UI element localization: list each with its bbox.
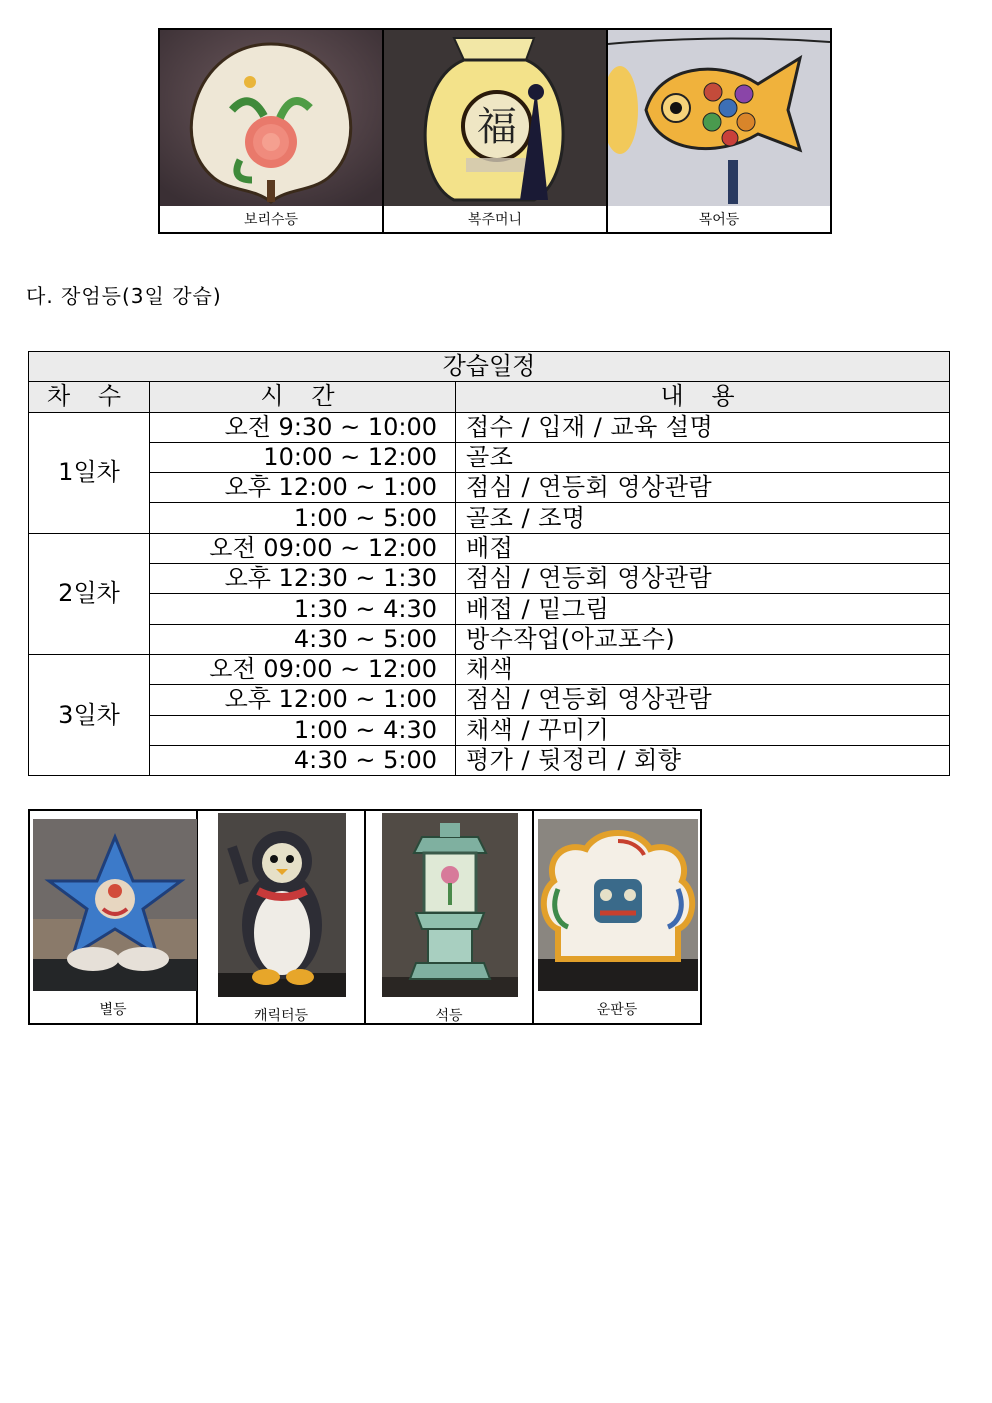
- time-cell: 오후 12:00 ~ 1:00: [150, 473, 456, 503]
- table-row: [29, 533, 950, 563]
- content-cell: 점심 / 연등회 영상관람: [456, 473, 950, 503]
- schedule-title: 강습일정: [29, 352, 950, 382]
- table-row: [29, 412, 950, 442]
- wooden-fish-lantern-icon: [608, 30, 830, 206]
- day-label: 2일차: [29, 533, 150, 654]
- content-cell: 골조: [456, 442, 950, 472]
- header-content: 내 용: [456, 382, 950, 412]
- schedule-table: [28, 351, 950, 776]
- gallery-caption: 캐릭터등: [253, 1008, 309, 1024]
- gallery-caption: 별등: [99, 1002, 127, 1018]
- cloud-plate-lantern-icon: [538, 819, 698, 991]
- bodhi-leaf-lantern-icon: [160, 30, 382, 206]
- gallery-cell: [197, 810, 365, 1024]
- gallery-cell: [159, 29, 383, 233]
- gallery-caption: 목어등: [698, 212, 740, 228]
- header-day: 차 수: [29, 382, 150, 412]
- time-cell: 10:00 ~ 12:00: [150, 442, 456, 472]
- content-cell: 접수 / 입재 / 교육 설명: [456, 412, 950, 442]
- bottom-lantern-gallery: [28, 809, 702, 1025]
- content-cell: 골조 / 조명: [456, 503, 950, 533]
- content-cell: 평가 / 뒷정리 / 회향: [456, 745, 950, 775]
- time-cell: 4:30 ~ 5:00: [150, 624, 456, 654]
- table-row: [29, 594, 950, 624]
- character-lantern-icon: [218, 813, 346, 997]
- time-cell: 오전 09:00 ~ 12:00: [150, 533, 456, 563]
- content-cell: 채색: [456, 654, 950, 684]
- time-cell: 4:30 ~ 5:00: [150, 745, 456, 775]
- lucky-pouch-lantern-icon: [384, 30, 606, 206]
- gallery-cell: [365, 810, 533, 1024]
- table-row: [29, 715, 950, 745]
- time-cell: 1:00 ~ 5:00: [150, 503, 456, 533]
- gallery-cell: [383, 29, 607, 233]
- table-row: [29, 685, 950, 715]
- table-row: [29, 624, 950, 654]
- time-cell: 1:00 ~ 4:30: [150, 715, 456, 745]
- gallery-cell: [533, 810, 701, 1024]
- gallery-cell: [607, 29, 831, 233]
- fu-character: 福: [477, 104, 517, 150]
- content-cell: 배접 / 밑그림: [456, 594, 950, 624]
- time-cell: 오전 9:30 ~ 10:00: [150, 412, 456, 442]
- table-row: [29, 654, 950, 684]
- time-cell: 오전 09:00 ~ 12:00: [150, 654, 456, 684]
- content-cell: 배접: [456, 533, 950, 563]
- gallery-caption: 석등: [435, 1008, 463, 1024]
- content-cell: 방수작업(아교포수): [456, 624, 950, 654]
- day-label: 3일차: [29, 654, 150, 775]
- gallery-caption: 보리수등: [243, 212, 299, 228]
- table-row: [29, 473, 950, 503]
- table-row: [29, 564, 950, 594]
- top-lantern-gallery: [158, 28, 832, 234]
- content-cell: 채색 / 꾸미기: [456, 715, 950, 745]
- content-cell: 점심 / 연등회 영상관람: [456, 685, 950, 715]
- time-cell: 1:30 ~ 4:30: [150, 594, 456, 624]
- gallery-caption: 복주머니: [467, 212, 523, 228]
- time-cell: 오후 12:30 ~ 1:30: [150, 564, 456, 594]
- gallery-cell: [29, 810, 197, 1024]
- table-row: [29, 442, 950, 472]
- stone-lantern-icon: [382, 813, 518, 997]
- table-row: [29, 503, 950, 533]
- gallery-caption: 운판등: [596, 1002, 638, 1018]
- time-cell: 오후 12:00 ~ 1:00: [150, 685, 456, 715]
- table-row: [29, 745, 950, 775]
- header-time: 시 간: [150, 382, 456, 412]
- star-lantern-icon: [33, 819, 197, 991]
- day-label: 1일차: [29, 412, 150, 533]
- content-cell: 점심 / 연등회 영상관람: [456, 564, 950, 594]
- section-heading: 다. 장엄등(3일 강습): [26, 284, 222, 308]
